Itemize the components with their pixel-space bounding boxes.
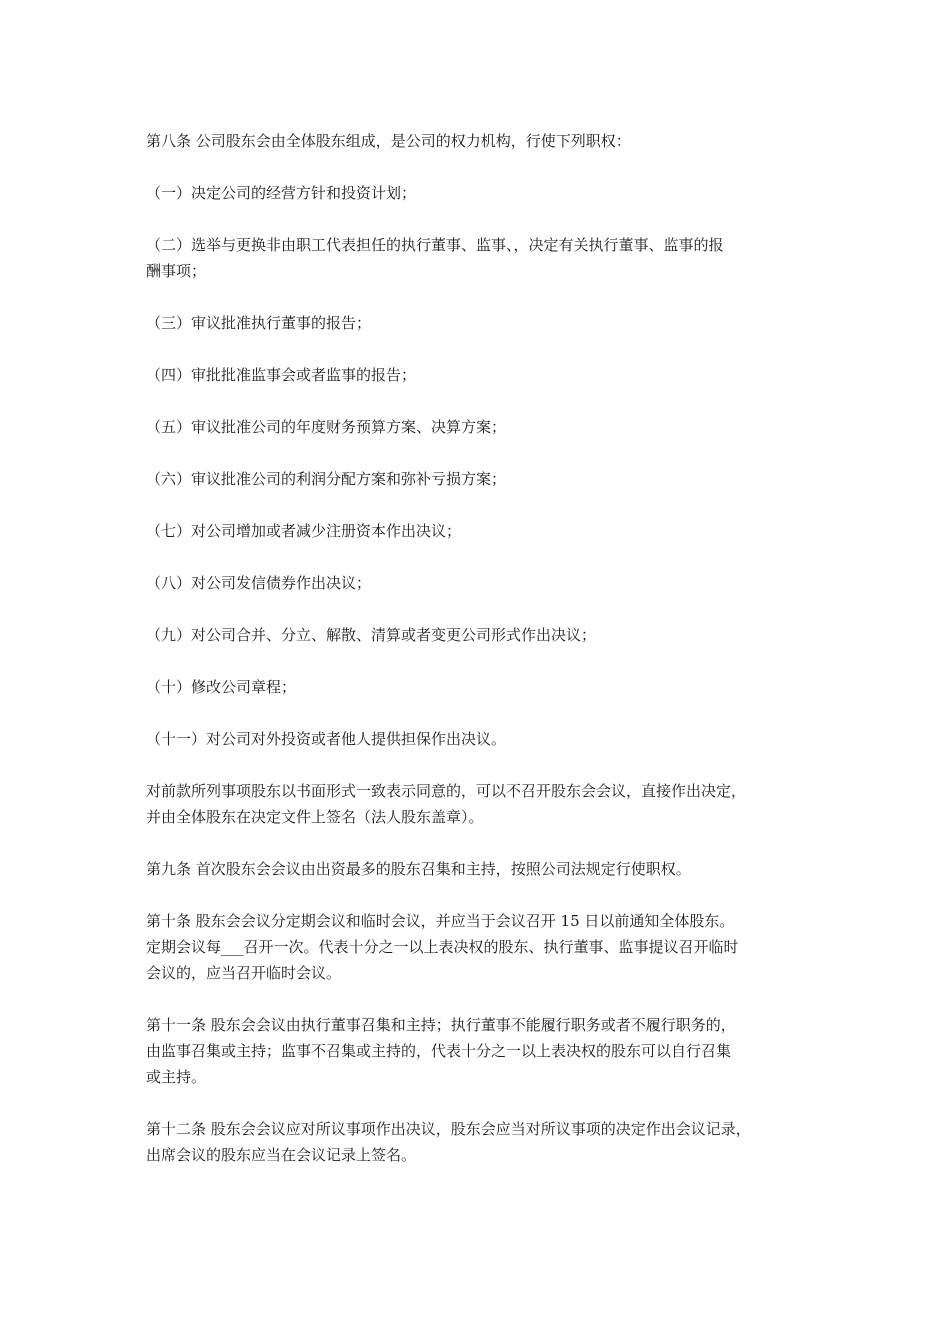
article-8-intro: 第八条 公司股东会由全体股东组成，是公司的权力机构，行使下列职权： (146, 132, 631, 150)
article-8-item-7: （七）对公司增加或者减少注册资本作出决议； (146, 522, 462, 540)
article-10: 第十条 股东会会议分定期会议和临时会议，并应当于会议召开 15 日以前通知全体股东。 定期会议每___召开一次。代表十分之一以上表决权的股东、执行董事、监事提议召开临时 会议的，应当召开临时会议。 (146, 912, 739, 982)
article-8-item-5: （五）审议批准公司的年度财务预算方案、决算方案； (146, 418, 507, 436)
article-8-item-2: （二）选举与更换非由职工代表担任的执行董事、监事、，决定有关执行董事、监事的报 酬事项； (146, 236, 724, 280)
article-8-item-8: （八）对公司发信债券作出决议； (146, 574, 372, 592)
article-8-item-10: （十）修改公司章程； (146, 678, 297, 696)
article-8-item-4: （四）审批批准监事会或者监事的报告； (146, 366, 417, 384)
article-8-item-9: （九）对公司合并、分立、解散、清算或者变更公司形式作出决议； (146, 626, 597, 644)
article-9: 第九条 首次股东会会议由出资最多的股东召集和主持，按照公司法规定行使职权。 (146, 860, 691, 878)
article-8-item-3: （三）审议批准执行董事的报告； (146, 314, 372, 332)
document-body (146, 128, 818, 1194)
article-8-written-consent: 对前款所列事项股东以书面形式一致表示同意的，可以不召开股东会会议，直接作出决定， 并由全体股东在决定文件上签名（法人股东盖章）。 (146, 782, 747, 826)
article-8-item-6: （六）审议批准公司的利润分配方案和弥补亏损方案； (146, 470, 507, 488)
article-11: 第十一条 股东会会议由执行董事召集和主持；执行董事不能履行职务或者不履行职务的， 由监事召集或主持；监事不召集或主持的，代表十分之一以上表决权的股东可以自行召集 或主持。 (146, 1016, 736, 1086)
article-8-item-11: （十一）对公司对外投资或者他人提供担保作出决议。 (146, 730, 507, 748)
article-12: 第十二条 股东会会议应对所议事项作出决议，股东会应当对所议事项的决定作出会议记录， 出席会议的股东应当在会议记录上签名。 (146, 1120, 751, 1164)
article-8-item-1: （一）决定公司的经营方针和投资计划； (146, 184, 417, 202)
